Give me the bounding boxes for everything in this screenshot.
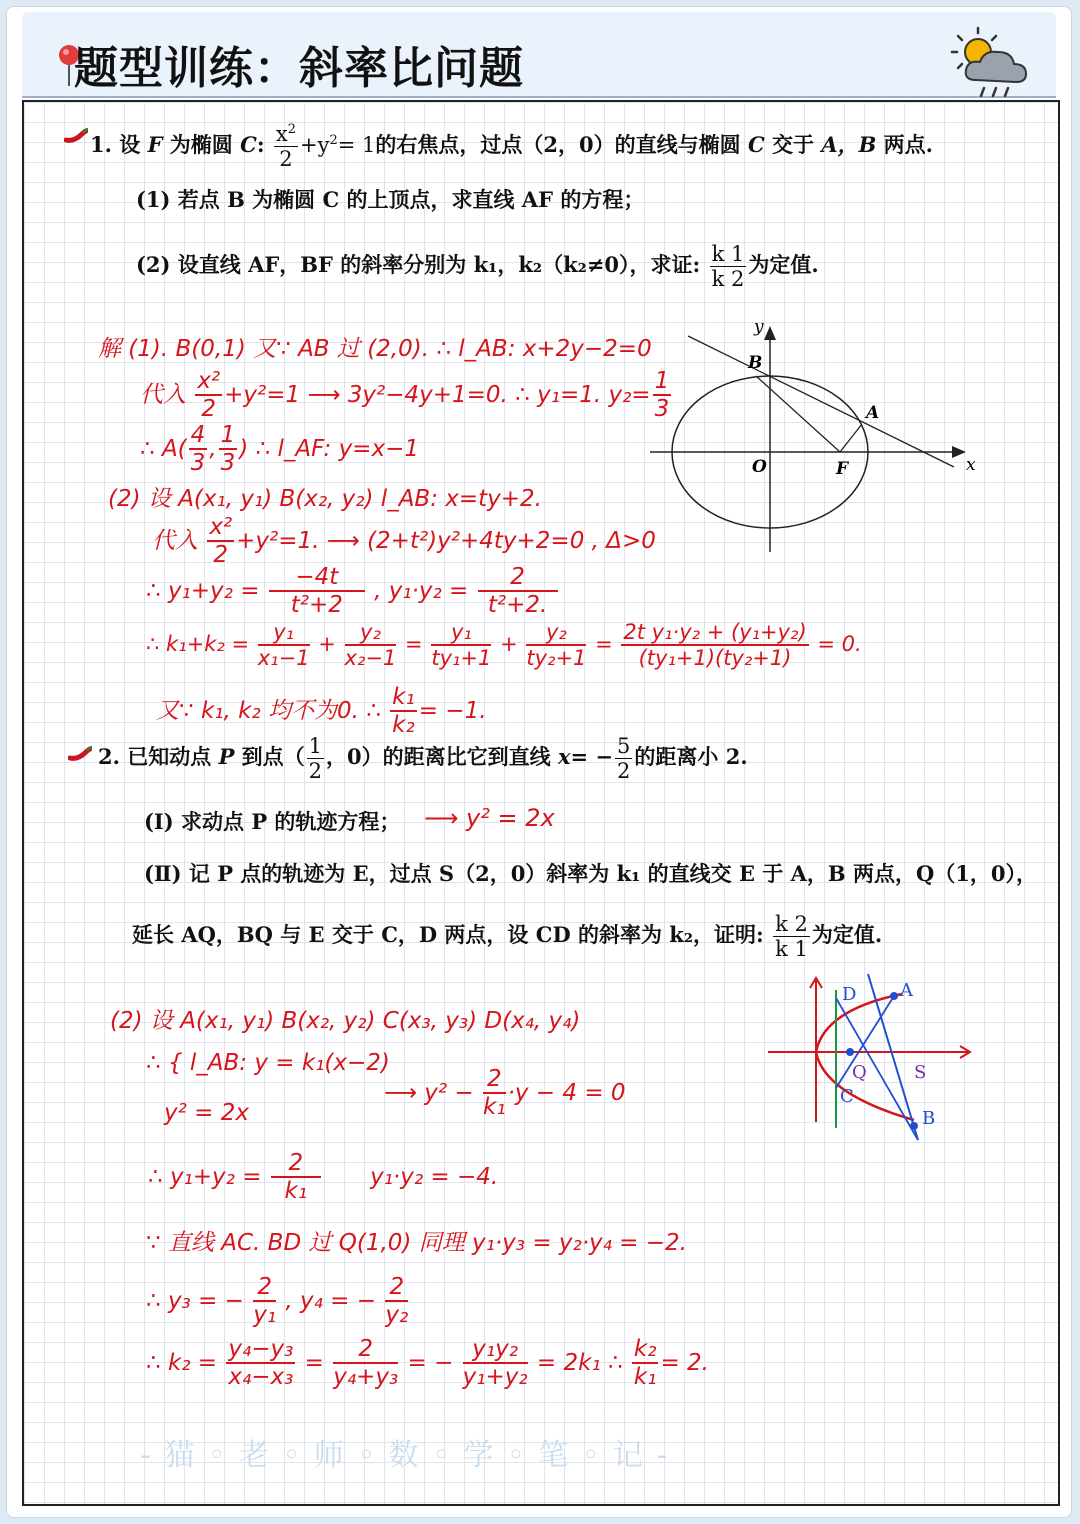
solution2-line4: ∴ y₁+y₂ = $\frac{2}{\text{k₁}}$ y₁·y₂ = −4. [148, 1150, 499, 1205]
chili-pepper-icon [64, 128, 88, 144]
point-Q [846, 1048, 854, 1056]
label-S: S [914, 1062, 927, 1083]
problem2-question2: (Ⅱ) 记 P 点的轨迹为 E，过点 S（2，0）斜率为 k₁ 的直线交 E 于 A，B 两点，Q（1，0）， [144, 861, 1037, 886]
solution1-line2: 代入 $\frac{\text{x²}}{2}$ +y²=1 ⟶ 3y²−4y+1=0. ∴ y₁=1. y₂= $\frac{1}{3}$ [140, 368, 670, 423]
label-y: y [754, 317, 764, 337]
label-O: O [752, 457, 767, 477]
page-title: 题型训练：斜率比问题 [74, 43, 524, 94]
solution1-line7: ∴ k₁+k₂ = $\frac{\text{y₁}}{\text{x₁−1}}$ + $\frac{\text{y₂}}{\text{x₂−1}}$ = $\frac{\text{y₁}}{\text{ty₁+1}}$ + $\frac{\text{y₂}}{\text{ty₂+1}}$ = $\frac{\text{2t y₁·y₂ + (y₁+y₂)}}{\text{(ty₁+1)(ty₂+1)}}$ = 0. [146, 620, 862, 671]
parabola-figure [764, 970, 984, 1150]
problem2-answer1: ⟶ y² = 2x [424, 804, 555, 832]
k2-over-k1-fraction: $\frac{k 2}{k 1}$ [775, 912, 808, 962]
problem1-stem: 1. 设 F 为椭圆 C: $\frac{x^2}{2}$ $+y^2= 1$的右焦点，过点（2，0）的直线与椭圆 C 交于 A，B 两点. [90, 122, 933, 172]
problem2-question1: (Ⅰ) 求动点 P 的轨迹方程； [144, 809, 401, 834]
point-B [910, 1122, 918, 1130]
label-B: B [922, 1108, 936, 1129]
ellipse-figure [644, 312, 984, 562]
solution1-line5: 代入 $\frac{\text{x²}}{2}$ +y²=1. ⟶ (2+t²)y²+4ty+2=0 , Δ>0 [152, 514, 656, 569]
label-F: F [836, 459, 849, 479]
y-axis-arrow [764, 326, 776, 340]
label-B: B [748, 353, 763, 373]
label-A: A [866, 403, 880, 423]
line-AF [840, 424, 862, 452]
parabola-curve [816, 994, 914, 1120]
x-axis-arrow [952, 446, 966, 458]
solution1-line4: (2) 设 A(x₁, y₁) B(x₂, y₂) l_AB: x=ty+2. [108, 486, 542, 512]
solution2-line5: ∵ 直线 AC. BD 过 Q(1,0) 同理 y₁·y₃ = y₂·y₄ = −2. [146, 1230, 687, 1256]
solution1-line3: ∴ A( $\frac{4}{3}$ , $\frac{1}{3}$ ) ∴ l_AF: y=x−1 [140, 422, 419, 477]
watermark: - 猫 ◦ 老 ◦ 师 ◦ 数 ◦ 学 ◦ 笔 ◦ 记 - [140, 1438, 670, 1473]
label-x: x [966, 455, 976, 475]
solution2-line1: (2) 设 A(x₁, y₁) B(x₂, y₂) C(x₃, y₃) D(x₄, y₄) [110, 1008, 581, 1034]
label-Q: Q [852, 1062, 867, 1083]
problem2-number: 2. [98, 744, 120, 770]
problem1-number: 1. [90, 132, 112, 158]
solution2-line2b: ⟶ y² − $\frac{2}{\text{k₁}}$ ·y − 4 = 0 [384, 1066, 626, 1121]
solution2-line7: ∴ k₂ = $\frac{\text{y₄−y₃}}{\text{x₄−x₃}}$ = $\frac{2}{\text{y₄+y₃}}$ = − $\frac{\text{y₁y₂}}{\text{y₁+y₂}}$ = 2k₁ ∴ $\frac{\text{k₂}}{\text{k₁}}$ = 2. [146, 1336, 709, 1391]
k1-over-k2-fraction: $\frac{k 1}{k 2}$ [711, 242, 745, 292]
label-C: C [840, 1086, 854, 1107]
sun-cloud-rain-icon [942, 24, 1042, 104]
solution2-line2: ∴ { l_AB: y = k₁(x−2) [146, 1050, 390, 1076]
line-AB [688, 336, 954, 467]
label-A: A [900, 980, 913, 1001]
solution2-line6: ∴ y₃ = − $\frac{2}{\text{y₁}}$ , y₄ = − $\frac{2}{\text{y₂}}$ [146, 1274, 409, 1329]
solution1-line6: ∴ y₁+y₂ = $\frac{-4t}{\text{t²+2}}$ , y₁·y₂ = $\frac{2}{\text{t²+2.}}$ [146, 564, 560, 619]
solution1-line8: 又∵ k₁, k₂ 均不为0. ∴ $\frac{\text{k₁}}{\text{k₂}}$ = −1. [156, 684, 487, 739]
solution2-line3: y² = 2x [164, 1100, 249, 1126]
label-D: D [842, 984, 857, 1005]
problem1-question1: (1) 若点 B 为椭圆 C 的上顶点，求直线 AF 的方程； [136, 187, 645, 212]
header-bar [22, 12, 1056, 98]
ellipse-x-term: $\frac{x^2}{2}$ [275, 122, 297, 172]
chili-pepper-icon [68, 746, 92, 762]
problem1-question2: (2) 设直线 AF，BF 的斜率分别为 k₁，k₂（k₂≠0），求证: $\frac{k 1}{k 2}$ 为定值. [136, 242, 819, 292]
line-BF [756, 376, 840, 452]
problem2-stem: 2. 已知动点 P 到点（ $\frac{1}{2}$ ，0）的距离比它到直线 x= − $\frac{5}{2}$ 的距离小 2. [98, 734, 748, 784]
notes-paper [22, 100, 1060, 1506]
point-A [890, 992, 898, 1000]
problem2-question2-cont: 延长 AQ，BQ 与 E 交于 C，D 两点，设 CD 的斜率为 k₂，证明: $\frac{k 2}{k 1}$ 为定值. [132, 912, 883, 962]
solution1-line1: 解 (1). B(0,1) 又∵ AB 过 (2,0). ∴ l_AB: x+2y−2=0 [98, 336, 652, 362]
